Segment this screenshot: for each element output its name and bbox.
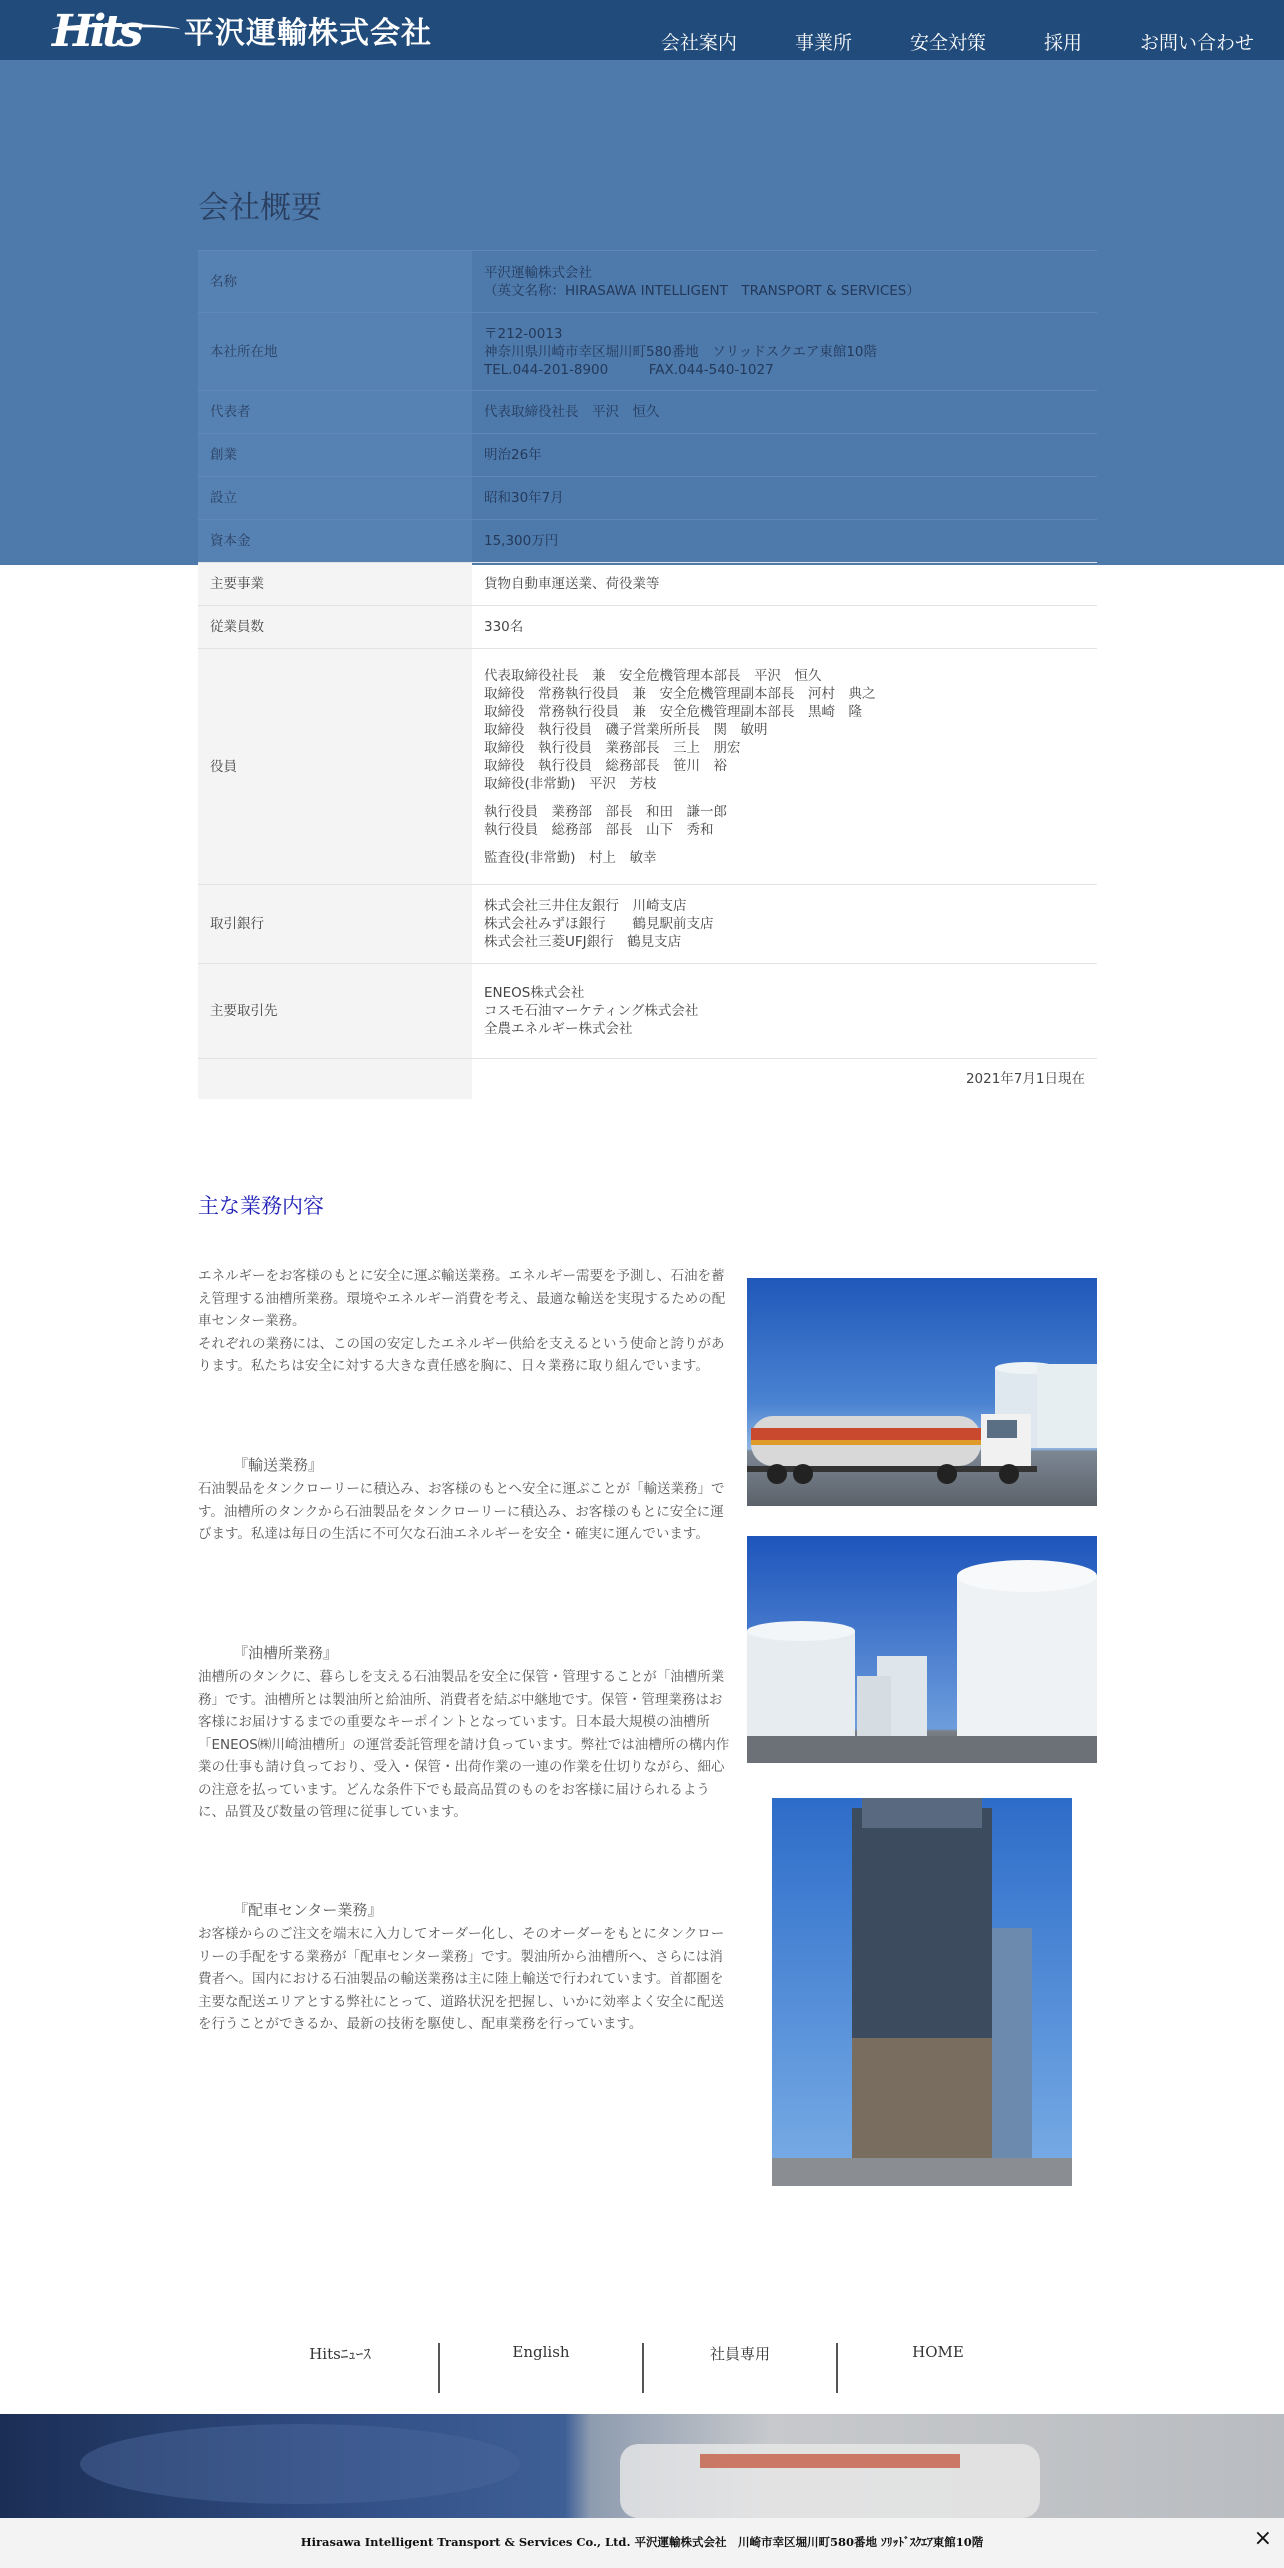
- footer-address: Hirasawa Intelligent Transport & Services Co., Ltd. 平沢運輸株式会社 川崎市幸区堀川町580番地 ｿﾘｯﾄﾞｽｸｴｱ東館10階: [300, 2535, 984, 2549]
- nav-safety[interactable]: 安全対策: [909, 32, 986, 54]
- profile-row: [198, 477, 1097, 520]
- profile-label: 本社所在地: [198, 313, 472, 391]
- logo-mark-text: Hits: [52, 6, 140, 57]
- profile-date-row: [198, 1059, 1097, 1099]
- profile-label: 代表者: [198, 391, 472, 434]
- nav-company[interactable]: 会社案内: [660, 32, 737, 54]
- hits-logo-mark: [52, 4, 182, 56]
- logo-swoosh: [52, 24, 180, 35]
- company-name: 平沢運輸株式会社: [184, 16, 432, 51]
- profile-value: 〒212-0013 神奈川県川崎市幸区堀川町580番地 ソリッドスクエア東館10階 TEL.044-201-8900 FAX.044-540-1027: [472, 313, 1097, 391]
- profile-label: 主要取引先: [198, 964, 472, 1059]
- nav-recruit[interactable]: 採用: [1043, 32, 1082, 54]
- section-body-transport: 石油製品をタンクローリーに積込み、お客様のもとへ安全に運ぶことが「輸送業務」です。油槽所のタンクから石油製品をタンクローリーに積込み、お客様のもとに安全に運びます。私達は毎日の生活に不可欠な石油エネルギーを安全・確実に運んでいます。: [198, 1481, 725, 1542]
- nav-contact[interactable]: お問い合わせ: [1139, 32, 1254, 54]
- footer-nav: [242, 2343, 1038, 2393]
- footer-link-english[interactable]: English: [512, 2343, 570, 2361]
- section-heading-dispatch: 『配車センター業務』: [233, 1901, 383, 1919]
- oil-storage-tanks-photo: [747, 1536, 1097, 1763]
- company-profile-table: [198, 250, 1097, 1099]
- footer-banner-image: [0, 2414, 1284, 2518]
- close-icon[interactable]: ×: [1253, 2526, 1272, 2551]
- profile-row: [198, 606, 1097, 649]
- profile-value: 330名: [472, 606, 1097, 649]
- profile-label: 創業: [198, 434, 472, 477]
- section-body-depot: 油槽所のタンクに、暮らしを支える石油製品を安全に保管・管理することが「油槽所業務」です。油槽所とは製油所と給油所、消費者を結ぶ中継地です。保管・管理業務はお客様にお届けするまでの重要なキーポイントとなっています。日本最大規模の油槽所「ENEOS㈱川崎油槽所」の運営委託管理を請け負っています。弊社では油槽所の構内作業の仕事も請け負っており、受入・保管・出荷作業の一連の作業を仕切りながら、細心の注意を払っています。どんな条件下でも最高品質のものをお客様に届けられるように、品質及び数量の管理に従事しています。: [198, 1669, 730, 1820]
- profile-label: 役員: [198, 649, 472, 885]
- business-intro: エネルギーをお客様のもとに安全に運ぶ輸送業務。エネルギー需要を予測し、石油を蓄え管理する油槽所業務。環境やエネルギー消費を考え、最適な輸送を実現するための配車センター業務。 それぞれの業務には、この国の安定したエネルギー供給を支えるという使命と誇りがあります。私たちは安全に対する大きな責任感を胸に、日々業務に取り組んでいます。: [198, 1268, 726, 1374]
- profile-row: [198, 649, 1097, 885]
- profile-value: ENEOS株式会社 コスモ石油マーケティング株式会社 全農エネルギー株式会社: [472, 964, 1097, 1059]
- footer-link-home[interactable]: HOME: [912, 2343, 964, 2361]
- site-header: [0, 0, 1284, 60]
- officers-directors: 代表取締役社長 兼 安全危機管理本部長 平沢 恒久 取締役 常務執行役員 兼 安全危機管理副本部長 河村 典之 取締役 常務執行役員 兼 安全危機管理副本部長 黒崎 隆 取締役 執行役員 磯子営業所所長 関 敏明 取締役 執行役員 業務部長 三上 朋宏 取締役 執行役員 総務部長 笹川 裕 取締役(非常勤) 平沢 芳枝: [484, 667, 876, 792]
- profile-label: 設立: [198, 477, 472, 520]
- office-tower-photo: [772, 1798, 1072, 2186]
- section-heading-transport: 『輸送業務』: [233, 1456, 324, 1474]
- profile-value: 昭和30年7月: [472, 477, 1097, 520]
- main-nav: [661, 28, 1254, 55]
- profile-row: [198, 520, 1097, 563]
- profile-value: 15,300万円: [472, 520, 1097, 563]
- fixed-bottom-bar: [0, 2518, 1284, 2568]
- nav-offices[interactable]: 事業所: [794, 32, 852, 54]
- profile-row: [198, 885, 1097, 964]
- profile-row: [198, 251, 1097, 313]
- profile-row: [198, 434, 1097, 477]
- company-logo[interactable]: [52, 4, 432, 56]
- business-title: 主な業務内容: [198, 1194, 324, 1218]
- profile-row: [198, 563, 1097, 606]
- page-title: 会社概要: [198, 190, 322, 226]
- profile-row: [198, 964, 1097, 1059]
- profile-label: 従業員数: [198, 606, 472, 649]
- profile-row: [198, 391, 1097, 434]
- profile-row: [198, 313, 1097, 391]
- section-heading-depot: 『油槽所業務』: [233, 1644, 339, 1662]
- officers-executives: 執行役員 業務部 部長 和田 謙一郎 執行役員 総務部 部長 山下 秀和: [484, 803, 727, 838]
- footer-link-news[interactable]: Hitsﾆｭｰｽ: [309, 2345, 371, 2363]
- as-of-date: 2021年7月1日現在: [472, 1059, 1097, 1099]
- profile-label: 名称: [198, 251, 472, 313]
- profile-label: 資本金: [198, 520, 472, 563]
- section-body-dispatch: お客様からのご注文を端末に入力してオーダー化し、そのオーダーをもとにタンクローリーの手配をする業務が「配車センター業務」です。製油所から油槽所へ、さらには消費者へ。国内における石油製品の輸送業務は主に陸上輸送で行われています。首都圏を主要な配送エリアとする弊社にとって、道路状況を把握し、いかに効率よく安全に配送を行うことができるか、最新の技術を駆使し、配車業務を行っています。: [198, 1926, 725, 2032]
- profile-label: 主要事業: [198, 563, 472, 606]
- profile-value: 代表取締役社長 平沢 恒久: [472, 391, 1097, 434]
- officers-cell: [472, 649, 1097, 885]
- tanker-truck-photo: [747, 1278, 1097, 1506]
- profile-value: 明治26年: [472, 434, 1097, 477]
- officers-auditor: 監査役(非常勤) 村上 敏幸: [484, 849, 657, 866]
- profile-value: 貨物自動車運送業、荷役業等: [472, 563, 1097, 606]
- footer-link-staff[interactable]: 社員専用: [709, 2345, 770, 2363]
- profile-value: 株式会社三井住友銀行 川崎支店 株式会社みずほ銀行 鶴見駅前支店 株式会社三菱UFJ銀行 鶴見支店: [472, 885, 1097, 964]
- profile-value: 平沢運輸株式会社 （英文名称：HIRASAWA INTELLIGENT TRANSPORT & SERVICES）: [472, 251, 1097, 313]
- profile-label: 取引銀行: [198, 885, 472, 964]
